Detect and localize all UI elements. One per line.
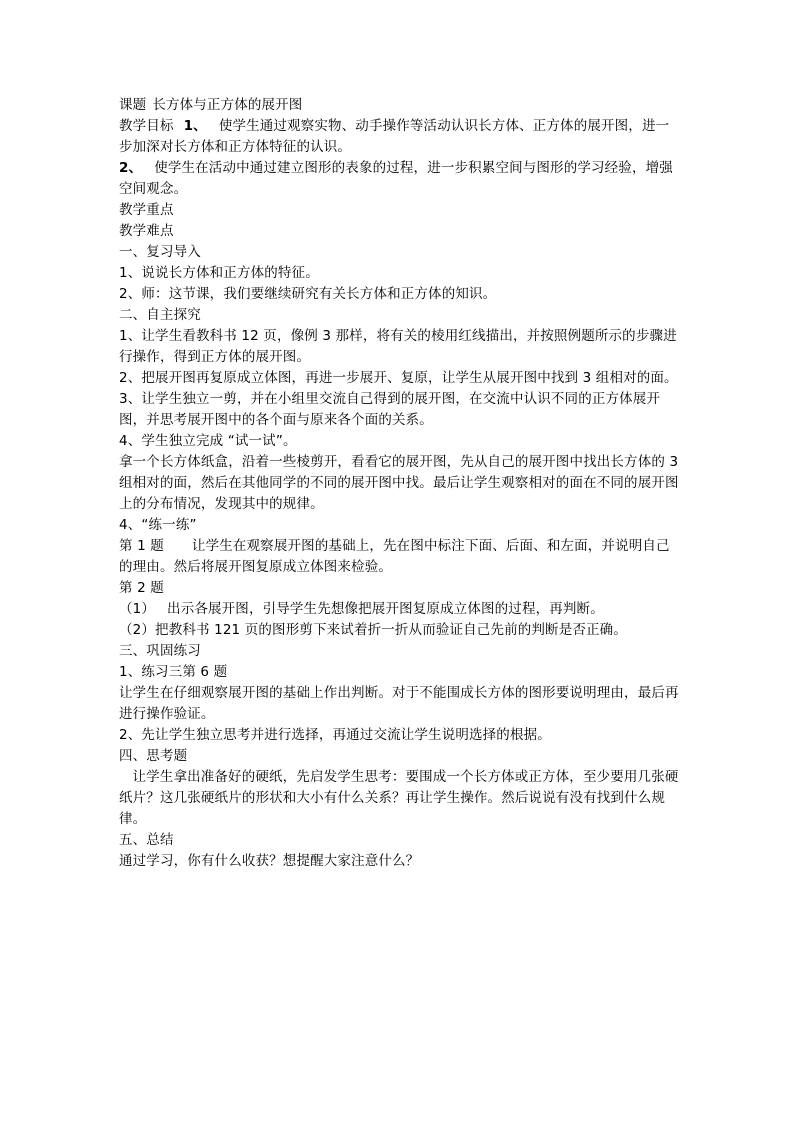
section-review-heading: 一、复习导入	[119, 244, 201, 260]
summary-paragraph: 通过学习，你有什么收获？想提醒大家注意什么？	[119, 853, 420, 869]
lesson-plan-body	[119, 95, 679, 872]
explore-item-2: 2、把展开图再复原成立体图，再进一步展开、复原，让学生从展开图中找到 3 组相对的面。	[119, 370, 678, 386]
practice-item-2: 2、先让学生独立思考并进行选择，再通过交流让学生说明选择的根据。	[119, 727, 551, 743]
section-explore-heading: 二、自主探究	[119, 307, 201, 323]
section-summary-heading: 五、总结	[119, 832, 174, 848]
key-point-heading: 教学重点	[119, 202, 174, 218]
question-2-sub-1-text: 出示各展开图，引导学生先想像把展开图复原成立体图的过程，再判断。	[167, 601, 604, 617]
difficult-point-heading: 教学难点	[119, 223, 174, 239]
question-1	[119, 536, 679, 578]
question-1-text: 让学生在观察展开图的基础上，先在图中标注下面、后面、和左面，并说明自己的理由。然后将展开图复原成立体图来检验。	[119, 538, 670, 575]
explore-item-4: 4、学生独立完成 “试一试”。	[119, 433, 297, 449]
review-item-2: 2、师：这节课，我们要继续研究有关长方体和正方体的知识。	[119, 286, 497, 302]
goal-1-number: 1、	[183, 118, 207, 134]
title-label: 课题	[119, 97, 147, 113]
section-thinking-heading: 四、思考题	[119, 748, 188, 764]
practice-paragraph: 让学生在仔细观察展开图的基础上作出判断。对于不能围成长方体的图形要说明理由，最后再进行操作验证。	[119, 685, 679, 722]
teaching-goal-1	[119, 116, 679, 158]
lesson-title: 长方体与正方体的展开图	[152, 97, 303, 113]
thinking-paragraph: 让学生拿出准备好的硬纸，先启发学生思考：要围成一个长方体或正方体，至少要用几张硬纸片？这几张硬纸片的形状和大小有什么关系？再让学生操作。然后说说有没有找到什么规律。	[119, 769, 679, 827]
question-2-sub-2: （2）把教科书 121 页的图形剪下来试着折一折从而验证自己先前的判断是否正确。	[119, 622, 627, 638]
goal-label: 教学目标	[119, 118, 174, 134]
question-2-sub-1	[119, 599, 679, 620]
lesson-title-line	[119, 95, 679, 116]
review-item-1: 1、说说长方体和正方体的特征。	[119, 265, 319, 281]
question-1-label: 第 1 题	[119, 538, 164, 554]
explore-item-3: 3、让学生独立一剪，并在小组里交流自己得到的展开图，在交流中认识不同的正方体展开图，并思考展开图中的各个面与原来各个面的关系。	[119, 391, 661, 428]
explore-item-1: 1、让学生看教科书 12 页，像例 3 那样，将有关的棱用红线描出，并按照例题所示的步骤进行操作，得到正方体的展开图。	[119, 328, 677, 365]
teaching-goal-2	[119, 158, 679, 200]
practice-item-1: 1、练习三第 6 题	[119, 664, 228, 680]
section-practice-heading: 三、巩固练习	[119, 643, 201, 659]
question-2-sub-1-number: （1）	[119, 601, 156, 617]
question-2-label: 第 2 题	[119, 580, 164, 596]
explore-paragraph: 拿一个长方体纸盒，沿着一些棱剪开，看看它的展开图，先从自己的展开图中找出长方体的 3 组相对的面，然后在其他同学的不同的展开图中找。最后让学生观察相对的面在不同的展开图上的分布情况，发现其中的规律。	[119, 454, 679, 512]
explore-practice-heading: 4、“练一练”	[119, 517, 197, 533]
goal-2-text: 使学生在活动中通过建立图形的表象的过程，进一步积累空间与图形的学习经验，增强空间观念。	[119, 160, 673, 197]
goal-1-text: 使学生通过观察实物、动手操作等活动认识长方体、正方体的展开图，进一步加深对长方体和正方体特征的认识。	[119, 118, 670, 155]
goal-2-number: 2、	[119, 160, 143, 176]
